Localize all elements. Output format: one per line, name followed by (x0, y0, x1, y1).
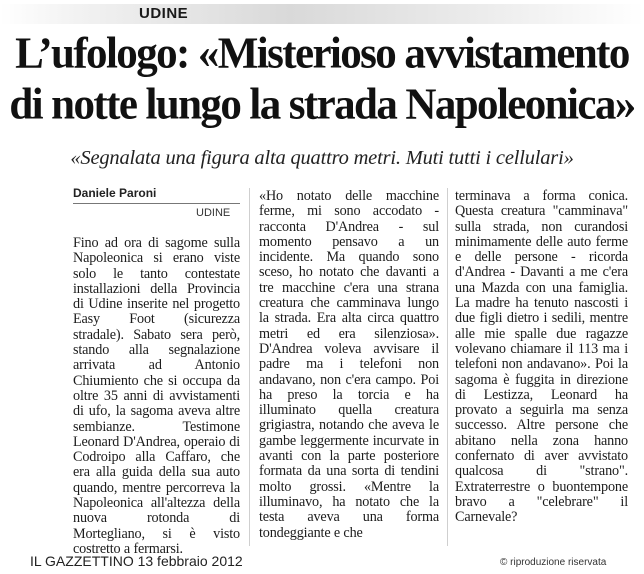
section-kicker: UDINE (139, 5, 189, 22)
column-divider (249, 188, 250, 546)
article-column-2: «Ho notato delle macchine ferme, mi sono accodato - racconta D'Andrea - sul momento pensavo a un incidente. Ma quando sono sceso, ho notato che davanti a tre macchine c'era una strana creatura che camminava lungo la strada. Era alta circa quattro metri ed era silenziosa». D'Andrea voleva avvisare il padre ma i telefoni non andavano, non c'era campo. Poi ha preso la torcia e ha illuminato quella creatura grigiastra, notando che aveva le gambe leggermente incurvate in avanti con la parte posteriore formata da una sorta di tendini molto grossi. «Mentre la illuminavo, ha notato che la testa aveva una forma tondeggiante e che (259, 188, 439, 541)
copyright-notice: © riproduzione riservata (500, 557, 607, 568)
subtitle: «Segnalata una figura alta quattro metri. Muti tutti i cellulari» (70, 147, 574, 169)
section-kicker-bar (0, 4, 644, 24)
author-byline: Daniele Paroni (73, 186, 157, 200)
article-column-3: terminava a forma conica. Questa creatura "camminava" sulla strada, non curandosi minimamente delle auto ferme e delle persone - ricorda d'Andrea - Davanti a me c'era una Mazda con una famiglia. La madre ha tenuto nascosti i due figli dietro i sedili, mentre alle mie spalle due ragazze volevano chiamare il 113 ma i telefoni non andavano». Poi la sagoma è fuggita in direzione di Lestizza, Leonard ha provato a seguirla ma senza successo. Altre persone che abitano nella zona hanno confernato di aver avvistato qualcosa di "strano". Extraterrestre o buontempone bravo a "celebrare" il Carnevale? (455, 188, 628, 526)
column-divider (447, 188, 448, 546)
article-column-1: Fino ad ora di sagome sulla Napoleonica si erano viste solo le tanto contestate installazioni della Provincia di Udine inserite nel progetto Easy Foot (sicurezza stradale). Sabato sera però, stando alla segnalazione arrivata ad Antonio Chiumiento che si occupa da oltre 35 anni di avvistamenti di ufo, la sagoma aveva altre sembianze. Testimone Leonard D'Andrea, operaio di Codroipo alla Caffaro, che era alla guida della sua auto quando, mentre percorreva la Napoleonica all'altezza della nuova rotonda di Mortegliano, si è visto costretto a fermarsi. (73, 235, 240, 557)
dateline: UDINE (196, 207, 231, 219)
source-caption: IL GAZZETTINO 13 febbraio 2012 (30, 553, 243, 569)
byline-rule (73, 203, 240, 204)
headline: L’ufologo: «Misterioso avvistamento di notte lungo la strada Napoleonica» (9, 29, 635, 129)
